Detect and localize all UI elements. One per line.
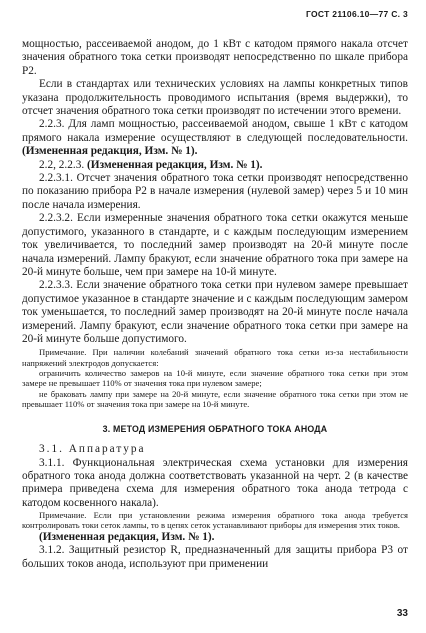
clause-text: 2.2.3. Для ламп мощностью, рассеиваемой анодом, свыше 1 кВт с катодом прямого накала измерение осуществляют в следующей последовательности. bbox=[22, 118, 408, 144]
section-heading: 3. МЕТОД ИЗМЕРЕНИЯ ОБРАТНОГО ТОКА АНОДА bbox=[102, 424, 328, 435]
amendment-note: (Измененная редакция, Изм. № 1). bbox=[39, 530, 215, 543]
amendment-line bbox=[22, 159, 408, 172]
page-header: ГОСТ 21106.10—77 С. 3 bbox=[306, 9, 408, 19]
note: Примечание. При наличии колебаний значений обратного тока сетки из-за нестабильности напряжений электродов допускается: bbox=[22, 347, 408, 368]
document-page bbox=[22, 0, 408, 633]
note-item: не браковать лампу при замере на 20-й минуте, если значение обратного тока сетки при этом не превышает 110% от значения тока при замере на 10-й минуте. bbox=[22, 388, 408, 409]
page-number: 33 bbox=[396, 608, 408, 619]
paragraph: мощностью, рассеиваемой анодом, до 1 кВт с катодом прямого накала отсчет значения обратного тока сетки производят непосредственно по шкале прибора P2. bbox=[22, 38, 408, 77]
paragraph-3-1-1: 3.1.1. Функциональная электрическая схема установки для измерения обратного тока анода должна соответствовать указанной на черт. 2 (в качестве примера приведена схема для измерения обратного тока анода тетрода с катодом косвенного накала). bbox=[22, 456, 408, 509]
clause-ref: 2.2, 2.2.3. bbox=[39, 158, 85, 171]
document-body bbox=[22, 38, 408, 571]
paragraph-2-2-3 bbox=[22, 118, 408, 158]
paragraph-2-2-3-1: 2.2.3.1. Отсчет значения обратного тока сетки производят непосредственно по показанию прибора P2 в начале измерения (нулевой замер) через 5 и 10 мин после начала измерения. bbox=[22, 172, 408, 211]
paragraph-3-1-2: 3.1.2. Защитный резистор R, предназначенный для защиты прибора P3 от больших токов анода, используют при применении bbox=[22, 544, 408, 570]
amendment-note: (Измененная редакция, Изм. № 1). bbox=[22, 145, 198, 158]
paragraph-2-2-3-2: 2.2.3.2. Если измеренные значения обратного тока сетки окажутся меньше допустимого, указанного в стандарте, и с каждым последующим измерением ток увеличивается, то последний замер производят на 20-й минуте после начала измерений. Лампу бракуют, если значение обратного тока при замере на 20-й минуте больше, чем при замере на 10-й минуте. bbox=[22, 212, 408, 278]
amendment-note: (Измененная редакция, Изм. № 1). bbox=[87, 158, 263, 171]
subsection-title: 3.1. Аппаратура bbox=[39, 443, 146, 456]
paragraph: Если в стандартах или технических условиях на лампы конкретных типов указана продолжительность проводимого испытания (время выдержки), то отсчет значения обратного тока сетки производят по истечении этого времени. bbox=[22, 78, 408, 118]
note-item: ограничить количество замеров на 10-й минуте, если значение обратного тока сетки при этом замере не превышает 110% от значения тока при нулевом замере; bbox=[22, 367, 408, 389]
note: Примечание. Если при установлении режима измерения обратного тока анода требуется контролировать токи сеток лампы, то в цепях сеток устанавливают приборы для измерения этих токов. bbox=[22, 510, 408, 531]
paragraph-2-2-3-3: 2.2.3.3. Если значение обратного тока сетки при нулевом замере превышает допустимое указанное в стандарте значение и с каждым последующим замером ток уменьшается, то последний замер производят на 20-й минуте после начала измерений. Лампу бракуют, если значение обратного тока сетки при замере на 20-й минуте больше допустимого. bbox=[22, 279, 408, 345]
